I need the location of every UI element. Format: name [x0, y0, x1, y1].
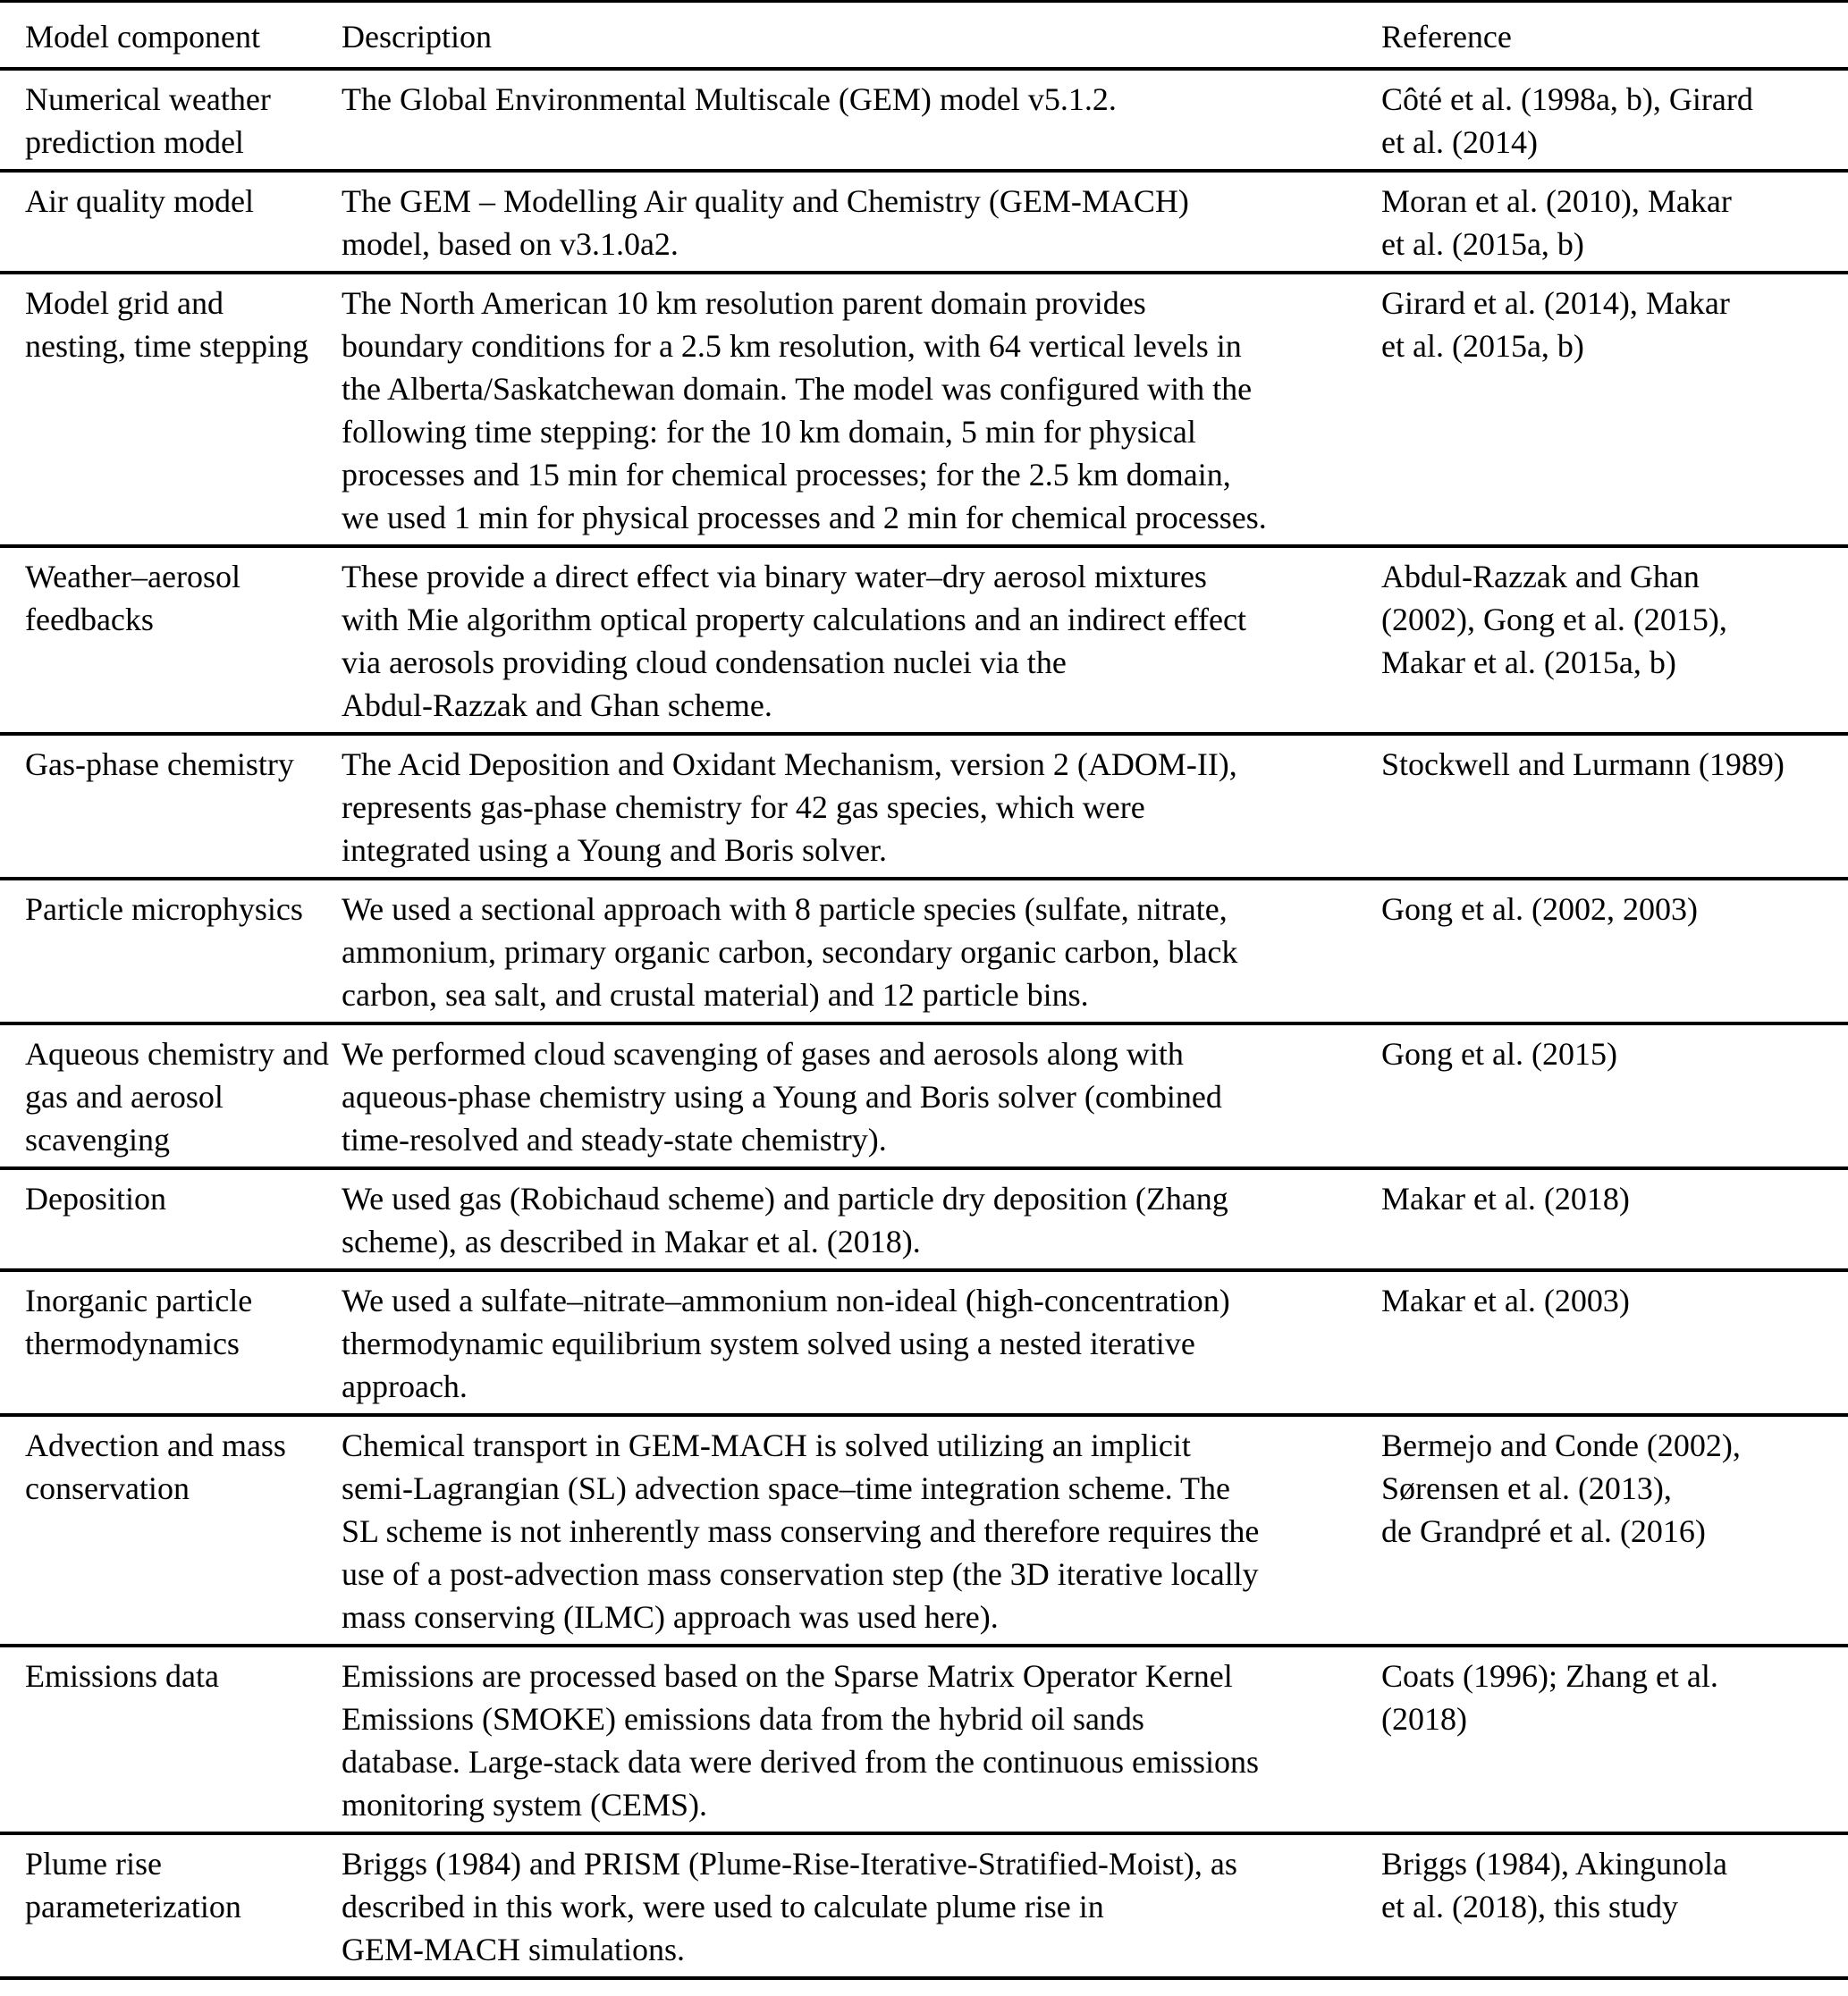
- table-row: [0, 1647, 1848, 1835]
- component-line: Weather–aerosol: [25, 559, 240, 594]
- reference-line: Gong et al. (2002, 2003): [1381, 891, 1698, 927]
- description-line: via aerosols providing cloud condensation nuclei via the: [342, 644, 1067, 680]
- description-line: ammonium, primary organic carbon, secondary organic carbon, black: [342, 934, 1238, 970]
- table-row: [0, 1272, 1848, 1417]
- component-line: Numerical weather: [25, 81, 271, 117]
- description-cell: [342, 888, 1381, 1016]
- reference-cell: [1381, 1279, 1848, 1408]
- description-line: We used a sectional approach with 8 particle species (sulfate, nitrate,: [342, 891, 1228, 927]
- reference-line: et al. (2014): [1381, 124, 1538, 160]
- component-line: Deposition: [25, 1181, 166, 1217]
- reference-line: Coats (1996); Zhang et al.: [1381, 1658, 1718, 1694]
- component-line: gas and aerosol: [25, 1079, 224, 1115]
- description-line: time-resolved and steady-state chemistry).: [342, 1122, 887, 1158]
- component-line: Particle microphysics: [25, 891, 303, 927]
- description-line: boundary conditions for a 2.5 km resolution, with 64 vertical levels in: [342, 328, 1242, 364]
- reference-line: Makar et al. (2003): [1381, 1283, 1630, 1318]
- description-line: We used a sulfate–nitrate–ammonium non-ideal (high-concentration): [342, 1283, 1230, 1318]
- reference-cell: [1381, 1424, 1848, 1638]
- reference-cell: [1381, 555, 1848, 727]
- reference-line: et al. (2015a, b): [1381, 226, 1584, 262]
- description-line: processes and 15 min for chemical processes; for the 2.5 km domain,: [342, 457, 1231, 493]
- description-line: database. Large-stack data were derived from the continuous emissions: [342, 1744, 1259, 1780]
- reference-line: Côté et al. (1998a, b), Girard: [1381, 81, 1753, 117]
- table-row: [0, 1417, 1848, 1647]
- description-cell: [342, 1279, 1381, 1408]
- description-line: scheme), as described in Makar et al. (2018).: [342, 1224, 921, 1259]
- reference-line: Sørensen et al. (2013),: [1381, 1470, 1672, 1506]
- component-cell: [0, 888, 342, 1016]
- description-line: We used gas (Robichaud scheme) and particle dry deposition (Zhang: [342, 1181, 1228, 1217]
- reference-cell: [1381, 1177, 1848, 1263]
- description-line: thermodynamic equilibrium system solved using a nested iterative: [342, 1326, 1195, 1361]
- component-line: Air quality model: [25, 183, 254, 219]
- component-cell: [0, 1424, 342, 1638]
- description-line: with Mie algorithm optical property calculations and an indirect effect: [342, 602, 1246, 637]
- description-line: following time stepping: for the 10 km domain, 5 min for physical: [342, 414, 1196, 450]
- reference-line: Abdul-Razzak and Ghan: [1381, 559, 1700, 594]
- component-line: scavenging: [25, 1122, 170, 1158]
- description-line: Briggs (1984) and PRISM (Plume-Rise-Iterative-Stratified-Moist), as: [342, 1846, 1237, 1882]
- description-line: semi-Lagrangian (SL) advection space–time integration scheme. The: [342, 1470, 1230, 1506]
- column-header-model-component: Model component: [25, 19, 260, 55]
- description-line: model, based on v3.1.0a2.: [342, 226, 679, 262]
- component-line: Aqueous chemistry and: [25, 1036, 329, 1072]
- description-cell: [342, 743, 1381, 872]
- table-row: [0, 173, 1848, 274]
- description-line: These provide a direct effect via binary water–dry aerosol mixtures: [342, 559, 1207, 594]
- component-cell: [0, 180, 342, 265]
- table-body: [0, 71, 1848, 1980]
- reference-line: Stockwell and Lurmann (1989): [1381, 746, 1785, 782]
- table-header-row: [0, 3, 1848, 71]
- description-line: Emissions are processed based on the Sparse Matrix Operator Kernel: [342, 1658, 1233, 1694]
- reference-line: et al. (2018), this study: [1381, 1889, 1678, 1924]
- component-cell: [0, 1032, 342, 1161]
- column-header-reference: Reference: [1381, 19, 1512, 55]
- description-line: The Acid Deposition and Oxidant Mechanism, version 2 (ADOM-II),: [342, 746, 1237, 782]
- table-row: [0, 736, 1848, 880]
- component-line: Model grid and: [25, 285, 224, 321]
- description-line: integrated using a Young and Boris solver.: [342, 832, 887, 868]
- description-line: Chemical transport in GEM-MACH is solved utilizing an implicit: [342, 1428, 1191, 1463]
- description-cell: [342, 1842, 1381, 1971]
- component-cell: [0, 555, 342, 727]
- reference-line: Gong et al. (2015): [1381, 1036, 1617, 1072]
- reference-line: (2002), Gong et al. (2015),: [1381, 602, 1727, 637]
- reference-line: et al. (2015a, b): [1381, 328, 1584, 364]
- component-cell: [0, 78, 342, 164]
- description-cell: [342, 1655, 1381, 1826]
- reference-cell: [1381, 180, 1848, 265]
- table-row: [0, 548, 1848, 736]
- reference-line: Bermejo and Conde (2002),: [1381, 1428, 1741, 1463]
- reference-line: Makar et al. (2015a, b): [1381, 644, 1676, 680]
- reference-cell: [1381, 1842, 1848, 1971]
- column-header-description: Description: [342, 19, 492, 55]
- component-cell: [0, 1655, 342, 1826]
- reference-cell: [1381, 78, 1848, 164]
- description-line: represents gas-phase chemistry for 42 gas species, which were: [342, 789, 1145, 825]
- description-line: approach.: [342, 1369, 468, 1404]
- description-line: SL scheme is not inherently mass conserving and therefore requires the: [342, 1513, 1260, 1549]
- component-cell: [0, 282, 342, 539]
- description-line: use of a post-advection mass conservation step (the 3D iterative locally: [342, 1556, 1259, 1592]
- table-row: [0, 71, 1848, 173]
- component-line: Advection and mass: [25, 1428, 286, 1463]
- table-row: [0, 274, 1848, 548]
- reference-line: Girard et al. (2014), Makar: [1381, 285, 1730, 321]
- description-line: Abdul-Razzak and Ghan scheme.: [342, 687, 772, 723]
- description-line: monitoring system (CEMS).: [342, 1787, 708, 1823]
- component-line: Emissions data: [25, 1658, 219, 1694]
- reference-line: (2018): [1381, 1701, 1467, 1737]
- component-line: nesting, time stepping: [25, 328, 308, 364]
- description-cell: [342, 78, 1381, 164]
- table-row: [0, 880, 1848, 1025]
- table-row: [0, 1835, 1848, 1980]
- component-line: Gas-phase chemistry: [25, 746, 294, 782]
- description-cell: [342, 1424, 1381, 1638]
- table-row: [0, 1025, 1848, 1170]
- description-line: We performed cloud scavenging of gases and aerosols along with: [342, 1036, 1184, 1072]
- description-line: described in this work, were used to calculate plume rise in: [342, 1889, 1104, 1924]
- description-cell: [342, 282, 1381, 539]
- component-cell: [0, 1842, 342, 1971]
- component-line: Plume rise: [25, 1846, 162, 1882]
- reference-cell: [1381, 743, 1848, 872]
- component-line: conservation: [25, 1470, 190, 1506]
- description-line: we used 1 min for physical processes and 2 min for chemical processes.: [342, 500, 1267, 535]
- description-line: GEM-MACH simulations.: [342, 1932, 686, 1967]
- component-line: Inorganic particle: [25, 1283, 253, 1318]
- table-row: [0, 1170, 1848, 1272]
- component-cell: [0, 1177, 342, 1263]
- description-line: mass conserving (ILMC) approach was used here).: [342, 1599, 999, 1635]
- description-line: The GEM – Modelling Air quality and Chemistry (GEM-MACH): [342, 183, 1189, 219]
- reference-cell: [1381, 1032, 1848, 1161]
- reference-line: Moran et al. (2010), Makar: [1381, 183, 1732, 219]
- description-line: carbon, sea salt, and crustal material) and 12 particle bins.: [342, 977, 1089, 1013]
- reference-cell: [1381, 888, 1848, 1016]
- description-line: The Global Environmental Multiscale (GEM) model v5.1.2.: [342, 81, 1117, 117]
- reference-cell: [1381, 1655, 1848, 1826]
- description-cell: [342, 1032, 1381, 1161]
- component-line: thermodynamics: [25, 1326, 240, 1361]
- component-line: prediction model: [25, 124, 244, 160]
- description-cell: [342, 1177, 1381, 1263]
- description-cell: [342, 180, 1381, 265]
- description-line: Emissions (SMOKE) emissions data from the hybrid oil sands: [342, 1701, 1144, 1737]
- component-cell: [0, 1279, 342, 1408]
- description-line: aqueous-phase chemistry using a Young and Boris solver (combined: [342, 1079, 1222, 1115]
- reference-cell: [1381, 282, 1848, 539]
- description-line: the Alberta/Saskatchewan domain. The model was configured with the: [342, 371, 1253, 407]
- component-line: feedbacks: [25, 602, 154, 637]
- reference-line: Briggs (1984), Akingunola: [1381, 1846, 1727, 1882]
- description-line: The North American 10 km resolution parent domain provides: [342, 285, 1146, 321]
- component-cell: [0, 743, 342, 872]
- reference-line: de Grandpré et al. (2016): [1381, 1513, 1706, 1549]
- description-cell: [342, 555, 1381, 727]
- component-line: parameterization: [25, 1889, 241, 1924]
- reference-line: Makar et al. (2018): [1381, 1181, 1630, 1217]
